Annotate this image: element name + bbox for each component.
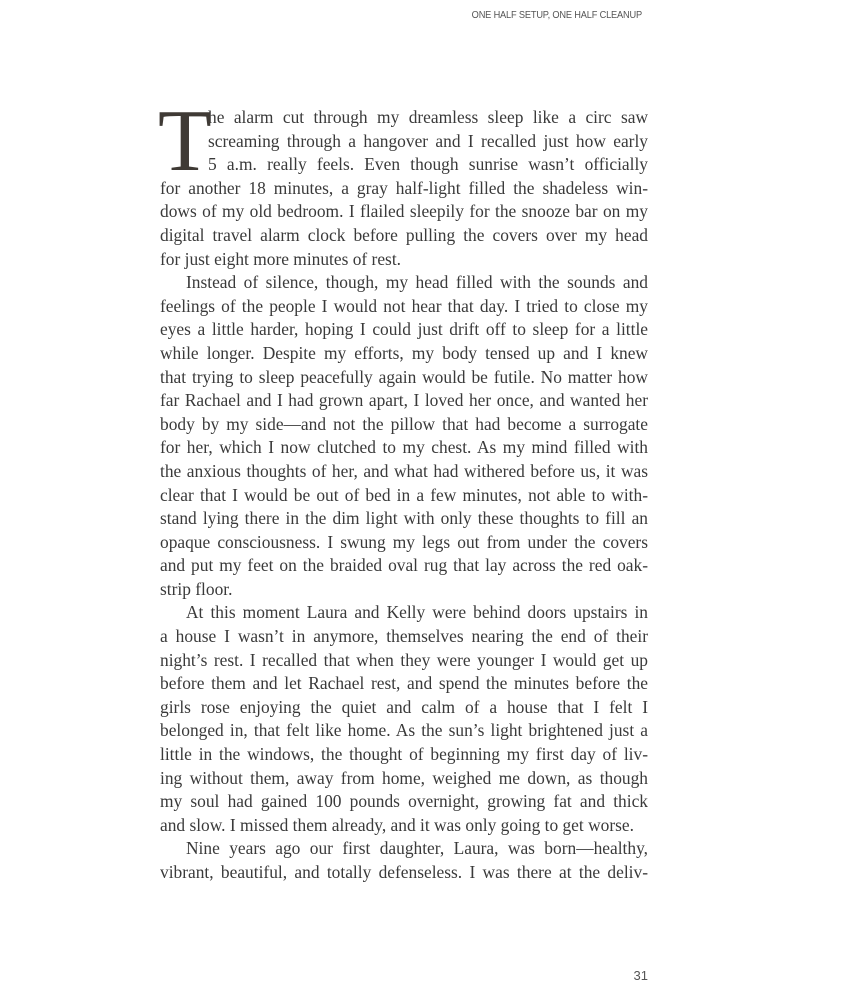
text-line: for just eight more minutes of rest.	[160, 248, 402, 269]
paragraph-1	[158, 93, 648, 271]
text-line: vibrant, beautiful, and totally defenseless. I was there at the deliv-	[160, 862, 648, 882]
text-line: opaque consciousness. I swung my legs out from under the covers	[160, 531, 648, 552]
page-number: 31	[633, 968, 648, 983]
body-text	[158, 93, 648, 885]
text-line: body by my side—and not the pillow that had become a surrogate	[160, 413, 648, 434]
text-line: while longer. Despite my efforts, my body tensed up and I knew	[160, 342, 648, 363]
running-head: ONE HALF SETUP, ONE HALF CLEANUP	[471, 9, 642, 21]
text-line: strip floor.	[160, 578, 233, 599]
paragraph-3	[160, 601, 648, 837]
text-line: Instead of silence, though, my head filled with the sounds and	[186, 272, 648, 293]
text-line: 5 a.m. really feels. Even though sunrise wasn’t officially	[208, 154, 648, 175]
text-line: At this moment Laura and Kelly were behind doors upstairs in	[186, 602, 648, 623]
text-line: girls rose enjoying the quiet and calm of a house that I felt I	[160, 696, 648, 717]
paragraph-4	[160, 837, 648, 884]
text-line: digital travel alarm clock before pulling the covers over my head	[160, 224, 648, 245]
text-line: for another 18 minutes, a gray half-light filled the shadeless win-	[160, 177, 648, 198]
text-line: a house I wasn’t in anymore, themselves nearing the end of their	[160, 626, 648, 647]
text-line: and slow. I missed them already, and it was only going to get worse.	[160, 814, 634, 835]
text-line: my soul had gained 100 pounds overnight, growing fat and thick	[160, 791, 648, 812]
text-line: little in the windows, the thought of beginning my first day of liv-	[160, 744, 648, 765]
drop-cap: T	[158, 93, 212, 190]
paragraph-2	[160, 271, 648, 601]
text-line: dows of my old bedroom. I flailed sleepily for the snooze bar on my	[160, 201, 648, 222]
text-line: he alarm cut through my dreamless sleep like a circ saw	[208, 107, 648, 127]
text-line: for her, which I now clutched to my chest. As my mind filled with	[160, 437, 648, 458]
text-line: clear that I would be out of bed in a few minutes, not able to with-	[160, 484, 648, 505]
text-line: feelings of the people I would not hear that day. I tried to close my	[160, 295, 648, 316]
text-line: and put my feet on the braided oval rug that lay across the red oak-	[160, 555, 648, 576]
text-line: before them and let Rachael rest, and spend the minutes before the	[160, 673, 648, 694]
text-line: screaming through a hangover and I recalled just how early	[208, 130, 648, 151]
text-line: eyes a little harder, hoping I could just drift off to sleep for a little	[160, 319, 648, 340]
text-line: far Rachael and I had grown apart, I loved her once, and wanted her	[160, 390, 648, 411]
text-line: ing without them, away from home, weighed me down, as though	[160, 767, 648, 788]
text-line: Nine years ago our first daughter, Laura, was born—healthy,	[186, 838, 648, 859]
text-line: stand lying there in the dim light with only these thoughts to fill an	[160, 508, 648, 529]
text-line: belonged in, that felt like home. As the sun’s light brightened just a	[160, 720, 648, 741]
text-line: that trying to sleep peacefully again would be futile. No matter how	[160, 366, 648, 387]
text-line: night’s rest. I recalled that when they were younger I would get up	[160, 649, 648, 670]
text-line: the anxious thoughts of her, and what had withered before us, it was	[160, 460, 648, 481]
